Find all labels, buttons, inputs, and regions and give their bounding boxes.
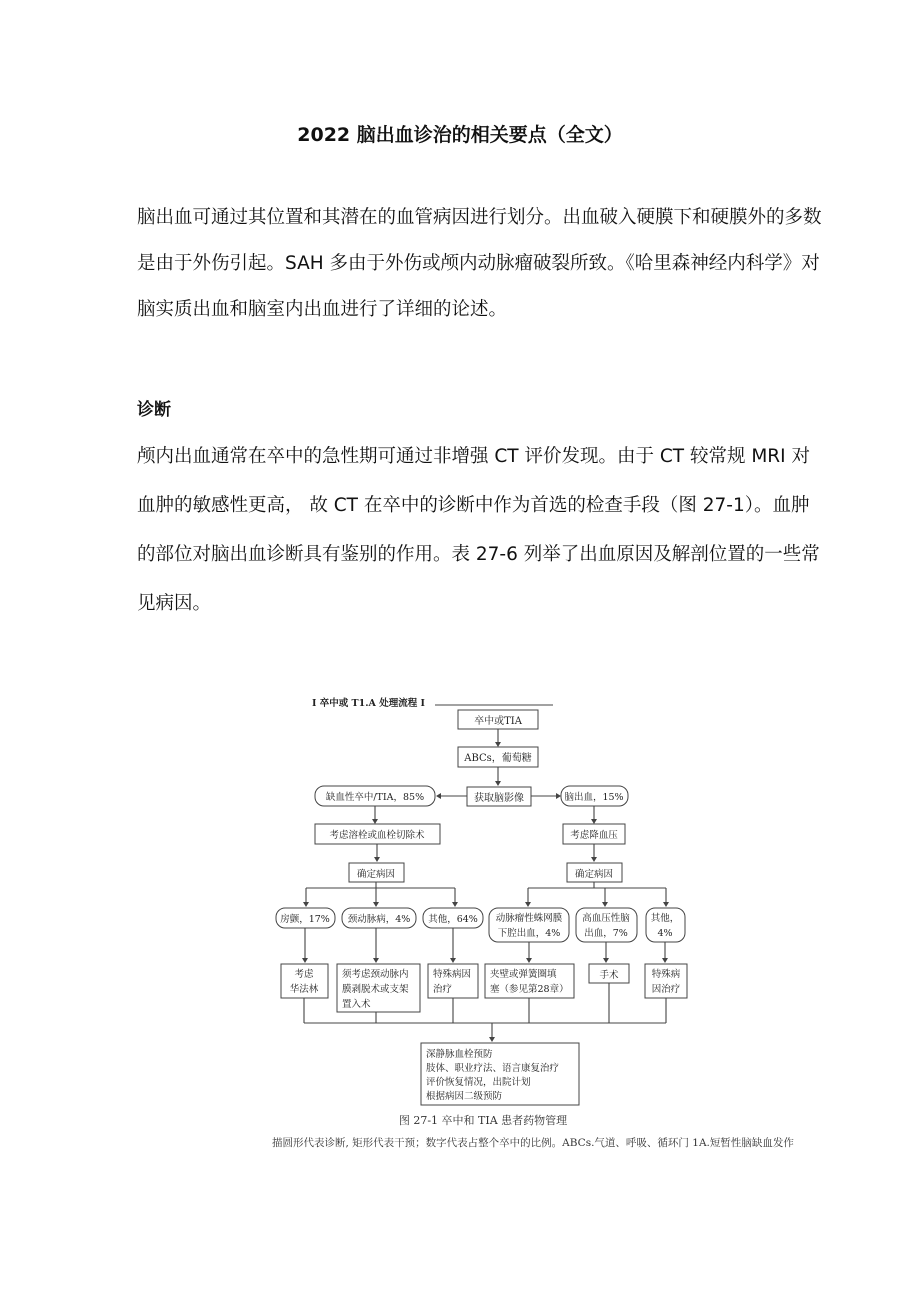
node-clip-coil-line: 塞（参见第28章）: [490, 984, 569, 995]
diagnosis-line: 见病因。: [137, 593, 212, 614]
arrowhead: [591, 857, 597, 862]
intro-line: 脑实质出血和脑室内出血进行了详细的论述。: [137, 299, 508, 320]
node-lower-bp-label: 考虑降血压: [570, 830, 618, 841]
figure-note: 描圆形代表诊断, 矩形代表干预；数字代表占整个卒中的比例。ABCs.气道、呼吸、循环门 1A.短暂性脑缺血发作: [272, 1137, 794, 1149]
arrowhead: [450, 958, 456, 963]
intro-line: 脑出血可通过其位置和其潜在的血管病因进行划分。出血破入硬膜下和硬膜外的多数: [137, 207, 822, 228]
node-other-left-label: 其他，64%: [428, 914, 478, 925]
node-etiology-left-label: 确定病因: [356, 869, 396, 880]
arrowhead: [373, 902, 379, 907]
diagnosis-line: 血肿的敏感性更高， 故 CT 在卒中的诊断中作为首选的检查手段（图 27-1）。血肿: [137, 495, 810, 516]
node-hypertensive-line: 高血压性脑: [582, 913, 630, 924]
arrowhead: [591, 819, 597, 824]
node-aneurysm-line: 下腔出血，4%: [497, 928, 561, 939]
arrowhead: [303, 902, 309, 907]
node-warfarin-line: 华法林: [289, 984, 319, 995]
diagnosis-line: 的部位对脑出血诊断具有鉴别的作用。表 27-6 列举了出血原因及解剖位置的一些常: [137, 544, 820, 565]
node-endarterectomy-line: 膜剥脱术或支架: [342, 984, 409, 995]
node-other-right-line: 4%: [657, 928, 673, 939]
node-prevention-line: 评价恢复情况，出院计划: [426, 1077, 531, 1088]
diagnosis-line: 颅内出血通常在卒中的急性期可通过非增强 CT 评价发现。由于 CT 较常规 MRI 对: [137, 446, 810, 467]
arrowhead: [603, 958, 609, 963]
node-prevention-line: 肢体、职业疗法、语言康复治疗: [426, 1063, 560, 1074]
section-heading-diagnosis: 诊断: [137, 400, 171, 420]
node-hypertensive-line: 出血，7%: [584, 928, 628, 939]
intro-line: 是由于外伤引起。SAH 多由于外伤或颅内动脉瘤破裂所致。《哈里森神经内科学》对: [137, 253, 820, 274]
node-ischemic-label: 缺血性卒中/TIA，85%: [325, 792, 425, 803]
arrowhead: [662, 958, 668, 963]
node-other-right-line: 其他，: [650, 913, 680, 924]
arrowhead: [495, 781, 501, 786]
node-special-right-line: 特殊病: [651, 969, 681, 980]
node-carotid-label: 颈动脉病，4%: [347, 914, 411, 925]
node-clip-coil-line: 夹壁或弹簧圈填: [490, 969, 557, 980]
node-special-left-line: 特殊病因: [433, 969, 472, 980]
node-surgery-label: 手术: [599, 970, 619, 981]
node-endarterectomy-line: 须考虑颈动脉内: [342, 969, 409, 980]
node-etiology-right-label: 确定病因: [574, 869, 614, 880]
node-special-right-line: 因治疗: [651, 984, 681, 995]
arrowhead: [372, 819, 378, 824]
arrowhead: [489, 1037, 495, 1042]
node-afib-label: 房颤，17%: [280, 914, 330, 925]
node-imaging-label: 获取脑影像: [474, 793, 524, 804]
node-warfarin-line: 考虑: [294, 969, 314, 980]
node-endarterectomy-line: 置入术: [342, 999, 371, 1010]
arrowhead: [436, 793, 441, 799]
node-start-label: 卒中或TIA: [474, 716, 522, 727]
document-title: 2022 脑出血诊治的相关要点（全文）: [297, 124, 623, 146]
arrowhead: [374, 857, 380, 862]
figure-caption: 图 27-1 卒中和 TIA 患者药物管理: [398, 1114, 568, 1127]
arrowhead: [452, 902, 458, 907]
arrowhead: [602, 902, 608, 907]
arrowhead: [526, 958, 532, 963]
arrowhead: [495, 742, 501, 747]
node-thrombolysis-label: 考虑溶栓或血栓切除术: [329, 830, 425, 841]
arrowhead: [663, 902, 669, 907]
node-abcs-label: ABCs，葡萄糖: [464, 753, 532, 764]
arrowhead: [556, 793, 561, 799]
arrowhead: [373, 958, 379, 963]
node-prevention-line: 深静脉血栓预防: [426, 1049, 493, 1060]
arrowhead: [302, 958, 308, 963]
flowchart-header: I 卒中或 T1.A 处理流程 I: [312, 698, 425, 709]
node-prevention-line: 根据病因二级预防: [426, 1091, 503, 1102]
node-special-left-line: 治疗: [433, 984, 453, 995]
node-hemorrhage-label: 脑出血，15%: [564, 792, 624, 803]
arrowhead: [525, 902, 531, 907]
node-aneurysm-line: 动脉瘤性蛛网膜: [495, 913, 563, 924]
